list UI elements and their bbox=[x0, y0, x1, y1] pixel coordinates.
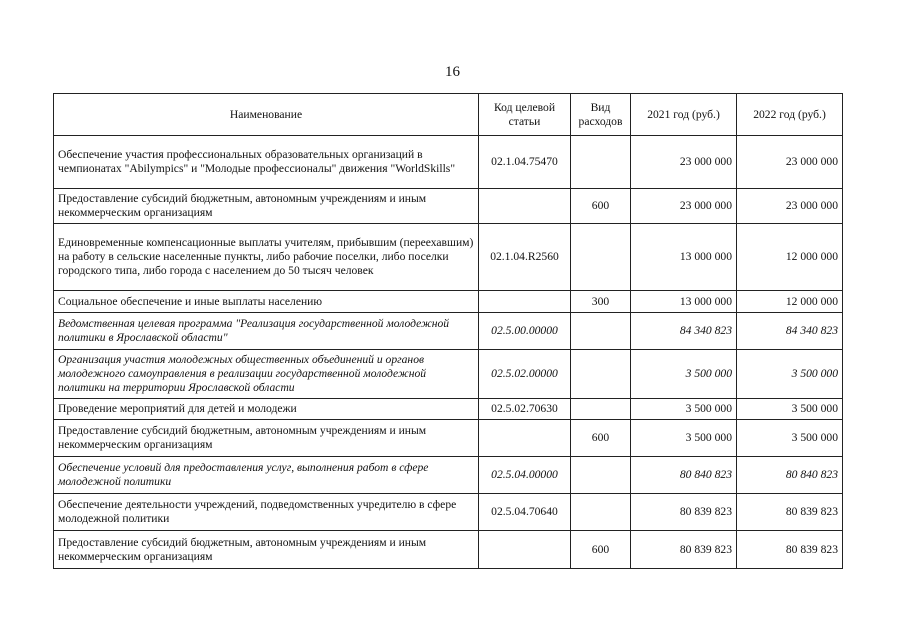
row-name: Предоставление субсидий бюджетным, автономным учреждениям и иным некоммерческим организациям bbox=[54, 189, 479, 224]
row-2022: 3 500 000 bbox=[737, 420, 843, 457]
row-code bbox=[479, 189, 571, 224]
row-code: 02.5.02.00000 bbox=[479, 350, 571, 399]
table-row bbox=[54, 224, 843, 291]
row-code bbox=[479, 531, 571, 569]
row-2022: 80 840 823 bbox=[737, 457, 843, 494]
row-vid bbox=[571, 136, 631, 189]
row-2022: 84 340 823 bbox=[737, 313, 843, 350]
row-2021: 80 839 823 bbox=[631, 494, 737, 531]
row-vid bbox=[571, 350, 631, 399]
header-2022: 2022 год (руб.) bbox=[737, 94, 843, 136]
row-2021: 23 000 000 bbox=[631, 136, 737, 189]
header-2021: 2021 год (руб.) bbox=[631, 94, 737, 136]
row-2021: 23 000 000 bbox=[631, 189, 737, 224]
table-row bbox=[54, 350, 843, 399]
table-row bbox=[54, 313, 843, 350]
row-code: 02.5.04.70640 bbox=[479, 494, 571, 531]
row-code: 02.1.04.75470 bbox=[479, 136, 571, 189]
row-name: Обеспечение участия профессиональных образовательных организаций в чемпионатах "Abilympics" и "Молодые профессионалы" движения "WorldSkills" bbox=[54, 136, 479, 189]
row-2022: 23 000 000 bbox=[737, 189, 843, 224]
row-2022: 12 000 000 bbox=[737, 291, 843, 313]
table-row bbox=[54, 420, 843, 457]
row-2021: 80 839 823 bbox=[631, 531, 737, 569]
row-2022: 3 500 000 bbox=[737, 399, 843, 420]
budget-table bbox=[53, 93, 843, 569]
row-vid bbox=[571, 399, 631, 420]
row-2022: 80 839 823 bbox=[737, 531, 843, 569]
row-vid: 600 bbox=[571, 420, 631, 457]
row-name: Предоставление субсидий бюджетным, автономным учреждениям и иным некоммерческим организациям bbox=[54, 531, 479, 569]
row-2022: 3 500 000 bbox=[737, 350, 843, 399]
row-code: 02.5.02.70630 bbox=[479, 399, 571, 420]
row-2022: 12 000 000 bbox=[737, 224, 843, 291]
row-name: Обеспечение условий для предоставления услуг, выполнения работ в сфере молодежной политики bbox=[54, 457, 479, 494]
row-vid bbox=[571, 313, 631, 350]
row-name: Предоставление субсидий бюджетным, автономным учреждениям и иным некоммерческим организациям bbox=[54, 420, 479, 457]
row-code: 02.5.04.00000 bbox=[479, 457, 571, 494]
table-row bbox=[54, 189, 843, 224]
row-2021: 13 000 000 bbox=[631, 291, 737, 313]
row-name: Ведомственная целевая программа "Реализация государственной молодежной политики в Ярославской области" bbox=[54, 313, 479, 350]
row-name: Проведение мероприятий для детей и молодежи bbox=[54, 399, 479, 420]
header-vid: Вид расходов bbox=[571, 94, 631, 136]
table-row bbox=[54, 136, 843, 189]
row-code bbox=[479, 420, 571, 457]
table-row bbox=[54, 494, 843, 531]
row-2022: 23 000 000 bbox=[737, 136, 843, 189]
page-number: 16 bbox=[445, 64, 460, 80]
row-name: Обеспечение деятельности учреждений, подведомственных учредителю в сфере молодежной политики bbox=[54, 494, 479, 531]
row-code: 02.1.04.R2560 bbox=[479, 224, 571, 291]
header-name: Наименование bbox=[54, 94, 479, 136]
row-2021: 80 840 823 bbox=[631, 457, 737, 494]
table-row bbox=[54, 399, 843, 420]
row-vid bbox=[571, 494, 631, 531]
row-vid bbox=[571, 224, 631, 291]
row-2021: 84 340 823 bbox=[631, 313, 737, 350]
row-vid: 600 bbox=[571, 531, 631, 569]
header-code: Код целевой статьи bbox=[479, 94, 571, 136]
row-2021: 3 500 000 bbox=[631, 420, 737, 457]
table-header-row bbox=[54, 94, 843, 136]
row-name: Организация участия молодежных общественных объединений и органов молодежного самоуправления в реализации государственной молодежной политики на территории Ярославской области bbox=[54, 350, 479, 399]
row-2021: 3 500 000 bbox=[631, 399, 737, 420]
table-row bbox=[54, 457, 843, 494]
row-name: Социальное обеспечение и иные выплаты населению bbox=[54, 291, 479, 313]
row-code bbox=[479, 291, 571, 313]
row-code: 02.5.00.00000 bbox=[479, 313, 571, 350]
table-row bbox=[54, 291, 843, 313]
row-2022: 80 839 823 bbox=[737, 494, 843, 531]
row-2021: 13 000 000 bbox=[631, 224, 737, 291]
table-row bbox=[54, 531, 843, 569]
row-vid bbox=[571, 457, 631, 494]
row-2021: 3 500 000 bbox=[631, 350, 737, 399]
row-vid: 600 bbox=[571, 189, 631, 224]
row-name: Единовременные компенсационные выплаты учителям, прибывшим (переехавшим) на работу в сельские населенные пункты, либо рабочие поселки, либо поселки городского типа, либо города с населением до 50 тысяч человек bbox=[54, 224, 479, 291]
row-vid: 300 bbox=[571, 291, 631, 313]
